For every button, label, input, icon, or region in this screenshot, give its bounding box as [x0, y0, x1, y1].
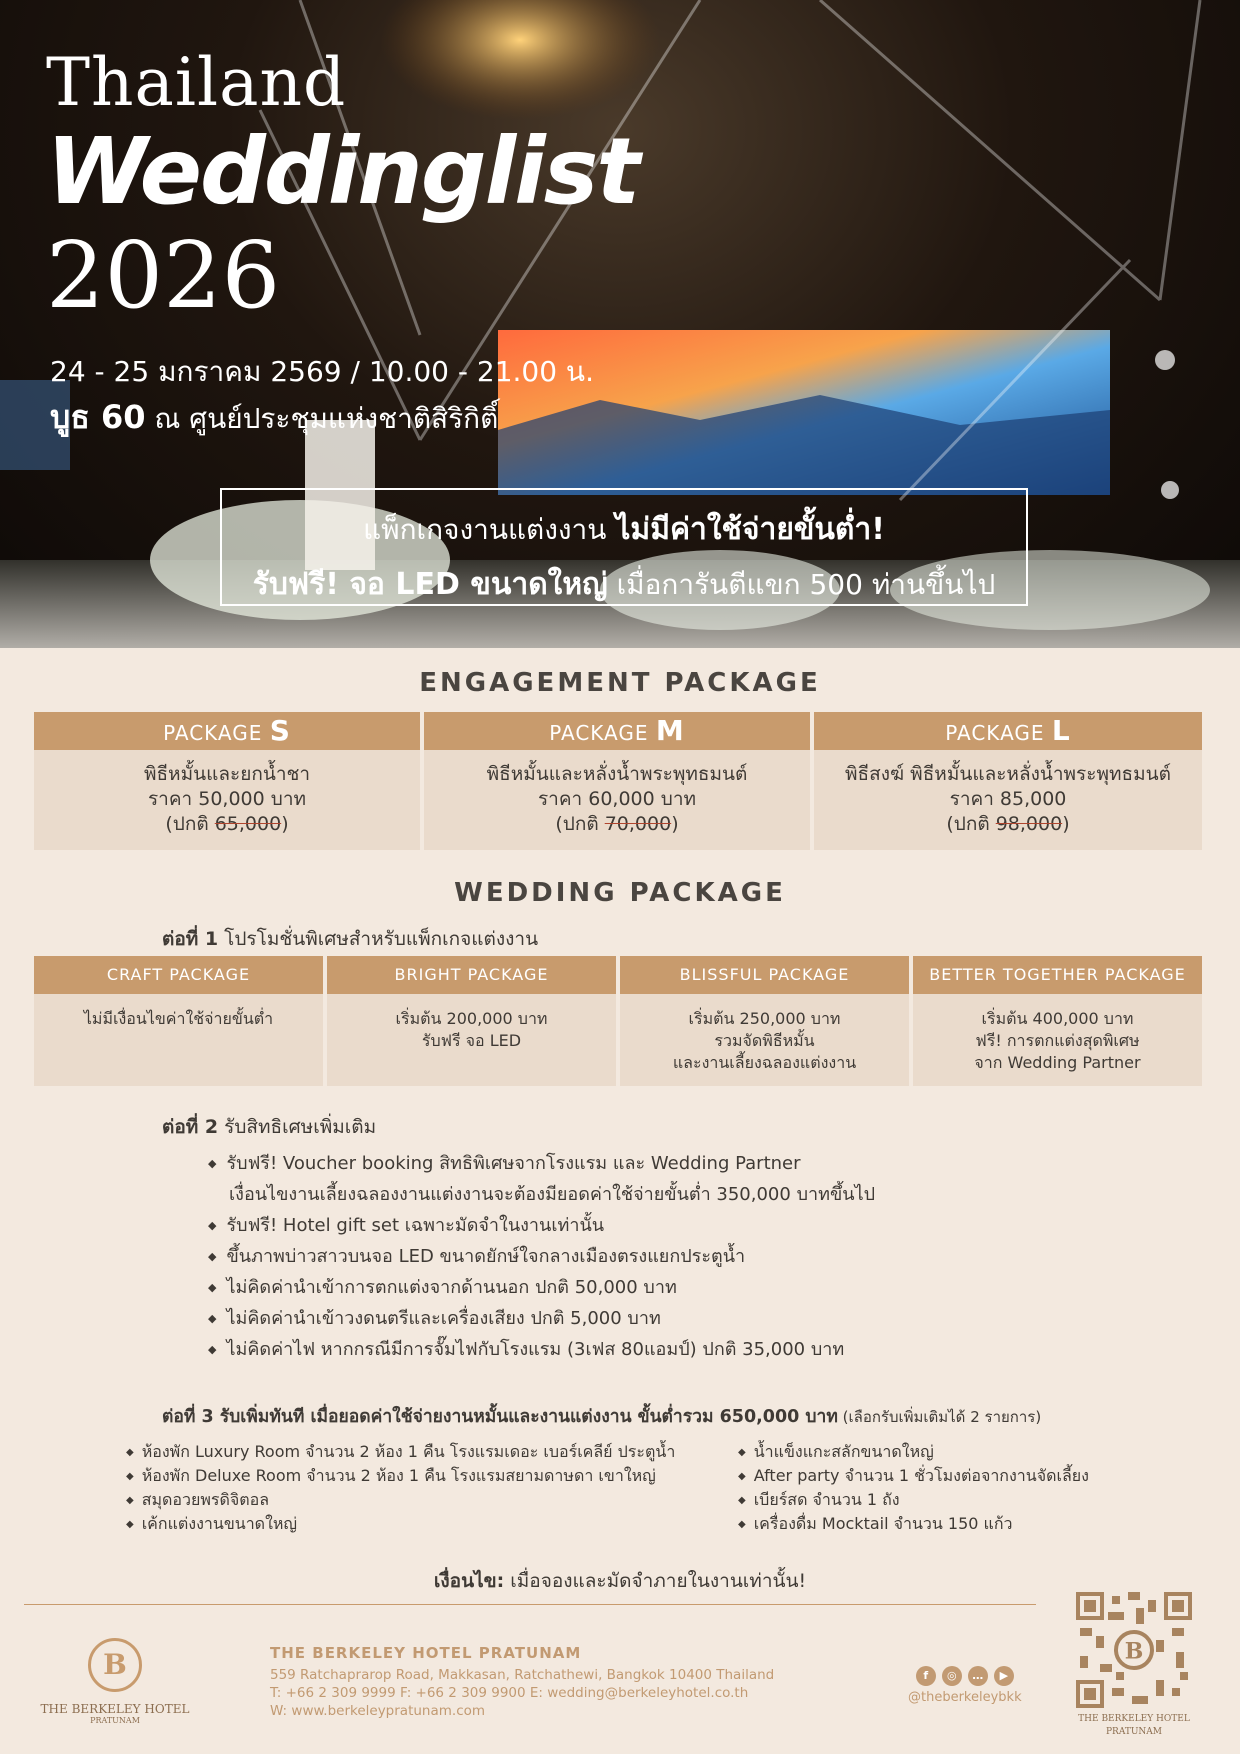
package-line: รวมจัดพิธีหมั้น [714, 1031, 815, 1050]
list-item: ◆ ห้องพัก Deluxe Room จำนวน 2 ห้อง 1 คืน โรงแรมสยามดาษดา เขาใหญ่ [126, 1464, 675, 1488]
list-item: ◆ น้ำแข็งแกะสลักขนาดใหญ่ [738, 1440, 1089, 1464]
package-l [814, 712, 1202, 850]
logo-b-icon: B [88, 1638, 142, 1692]
package-line: เริ่มต้น 400,000 บาท [981, 1009, 1134, 1028]
social-handle[interactable]: @theberkeleybkk [908, 1690, 1022, 1705]
hotel-name: THE BERKELEY HOTEL PRATUNAM [270, 1644, 582, 1662]
package-line: ฟรี! การตกแต่งสุดพิเศษ [975, 1031, 1140, 1050]
package-normal-price: (ปกติ 65,000) [165, 813, 289, 835]
event-location [50, 392, 498, 443]
package-name: CRAFT PACKAGE [34, 956, 323, 994]
package-desc: พิธีหมั้นและยกน้ำชา [143, 763, 311, 785]
hotel-logo: B THE BERKELEY HOTEL PRATUNAM [30, 1638, 200, 1725]
list-item: ◆ เครื่องดื่ม Mocktail จำนวน 150 แก้ว [738, 1512, 1089, 1536]
list-item: ◆ สมุดอวยพรดิจิตอล [126, 1488, 675, 1512]
promo2-label: ต่อที่ 2 รับสิทธิเศษเพิ่มเติม [162, 1116, 377, 1138]
svg-text:B: B [1124, 1638, 1144, 1665]
title-weddinglist: Weddinglist [46, 118, 639, 225]
package-line: จาก Wedding Partner [974, 1053, 1141, 1072]
address: 559 Ratchaprarop Road, Makkasan, Ratchathewi, Bangkok 10400 Thailand [270, 1667, 775, 1683]
package-price: ราคา 85,000 [949, 788, 1067, 810]
list-item: ◆ เบียร์สด จำนวน 1 ถัง [738, 1488, 1089, 1512]
title-thailand: Thailand [46, 44, 347, 121]
list-item: ◆ รับฟรี! Hotel gift set เฉพาะมัดจำในงานเท่านั้น [208, 1210, 875, 1241]
package-prefix: PACKAGE [549, 721, 656, 745]
package-size: S [269, 714, 291, 747]
promo-line2-bold: รับฟรี! จอ LED ขนาดใหญ่ [252, 567, 608, 602]
package-name: BETTER TOGETHER PACKAGE [913, 956, 1202, 994]
package-m [424, 712, 810, 850]
website-link[interactable]: W: www.berkeleypratunam.com [270, 1703, 486, 1719]
hero-banner [0, 0, 1240, 648]
blissful-package [620, 956, 909, 1086]
list-item: ◆ รับฟรี! Voucher booking สิทธิพิเศษจากโรงแรม และ Wedding Partner [208, 1148, 875, 1179]
contact[interactable]: T: +66 2 309 9999 F: +66 2 309 9900 E: wedding@berkeleyhotel.co.th [270, 1685, 749, 1701]
package-name: BRIGHT PACKAGE [327, 956, 616, 994]
qr-code[interactable]: B THE BERKELEY HOTEL PRATUNAM [1076, 1592, 1192, 1738]
package-line: เริ่มต้น 200,000 บาท [395, 1009, 548, 1028]
condition-note: เงื่อนไข: เมื่อจองและมัดจำภายในงานเท่านั้น! [433, 1570, 807, 1592]
hotel-address-block [270, 1644, 774, 1720]
package-size: L [1051, 714, 1071, 747]
list-item: ◆ เค้กแต่งงานขนาดใหญ่ [126, 1512, 675, 1536]
package-prefix: PACKAGE [163, 721, 270, 745]
better-together-package [913, 956, 1202, 1086]
package-line: และงานเลี้ยงฉลองแต่งงาน [672, 1053, 857, 1072]
facebook-icon[interactable]: f [916, 1666, 936, 1686]
wedding-table [34, 956, 1202, 1086]
title-year: 2026 [46, 222, 281, 329]
package-line: รับฟรี จอ LED [421, 1031, 522, 1050]
wedding-heading: WEDDING PACKAGE [454, 878, 786, 908]
bright-package [327, 956, 616, 1086]
list-item: ◆ After party จำนวน 1 ชั่วโมงต่อจากงานจัดเลี้ยง [738, 1464, 1089, 1488]
package-desc: พิธีสงฆ์ พิธีหมั้นและหลั่งน้ำพระพุทธมนต์ [845, 763, 1171, 785]
promo-line1-bold: ไม่มีค่าใช้จ่ายขั้นต่ำ! [615, 512, 885, 547]
list-item: ◆ ไม่คิดค่านำเข้าวงดนตรีและเครื่องเสียง ปกติ 5,000 บาท [208, 1303, 875, 1334]
package-normal-price: (ปกติ 70,000) [555, 813, 679, 835]
package-prefix: PACKAGE [945, 721, 1052, 745]
package-price: ราคา 50,000 บาท [147, 788, 307, 810]
promo2-list [208, 1148, 875, 1365]
divider [24, 1604, 1036, 1605]
list-item: ◆ ไม่คิดค่านำเข้าการตกแต่งจากด้านนอก ปกติ 50,000 บาท [208, 1272, 875, 1303]
promo3-right-list [738, 1440, 1089, 1536]
promo-box [220, 488, 1028, 606]
package-normal-price: (ปกติ 98,000) [946, 813, 1070, 835]
package-line: ไม่มีเงื่อนไขค่าใช้จ่ายขั้นต่ำ [83, 1009, 274, 1028]
promo-line2-normal: เมื่อการันตีแขก 500 ท่านขึ้นไป [607, 568, 996, 601]
package-line: เริ่มต้น 250,000 บาท [688, 1009, 841, 1028]
package-name: BLISSFUL PACKAGE [620, 956, 909, 994]
package-s [34, 712, 420, 850]
youtube-icon[interactable]: ▶ [994, 1666, 1014, 1686]
line-icon[interactable]: … [968, 1666, 988, 1686]
list-item: ◆ ห้องพัก Luxury Room จำนวน 2 ห้อง 1 คืน โรงแรมเดอะ เบอร์เคลีย์ ประตูน้ำ [126, 1440, 675, 1464]
package-price: ราคา 60,000 บาท [537, 788, 697, 810]
package-desc: พิธีหมั้นและหลั่งน้ำพระพุทธมนต์ [486, 763, 748, 785]
engagement-table [34, 712, 1202, 850]
promo1-label: ต่อที่ 1 โปรโมชั่นพิเศษสำหรับแพ็กเกจแต่งงาน [162, 928, 539, 950]
list-item: เงื่อนไขงานเลี้ยงฉลองงานแต่งงานจะต้องมียอดค่าใช้จ่ายขั้นต่ำ 350,000 บาทขึ้นไป [229, 1184, 876, 1205]
package-size: M [655, 714, 685, 747]
venue: ณ ศูนย์ประชุมแห่งชาติสิริกิติ์ [145, 402, 499, 435]
promo3-label: ต่อที่ 3 รับเพิ่มทันที เมื่อยอดค่าใช้จ่ายงานหมั้นและงานแต่งงาน ขั้นต่ำรวม 650,000 บาท (เลือกรับเพิ่มเติมได้ 2 รายการ) [162, 1407, 1042, 1427]
engagement-heading: ENGAGEMENT PACKAGE [419, 668, 821, 698]
social-block [908, 1666, 1022, 1705]
promo3-left-list [126, 1440, 675, 1536]
event-datetime: 24 - 25 มกราคม 2569 / 10.00 - 21.00 น. [50, 355, 594, 388]
qr-code-icon [1076, 1592, 1192, 1708]
booth-number: บูธ 60 [50, 398, 146, 436]
promo-line1-normal: แพ็กเกจงานแต่งงาน [363, 513, 616, 546]
list-item: ◆ ไม่คิดค่าไฟ หากกรณีมีการจั๊มไฟกับโรงแรม (3เฟส 80แอมป์) ปกติ 35,000 บาท [208, 1334, 875, 1365]
instagram-icon[interactable]: ◎ [942, 1666, 962, 1686]
craft-package [34, 956, 323, 1086]
list-item: ◆ ขึ้นภาพบ่าวสาวบนจอ LED ขนาดยักษ์ใจกลางเมืองตรงแยกประตูน้ำ [208, 1241, 875, 1272]
